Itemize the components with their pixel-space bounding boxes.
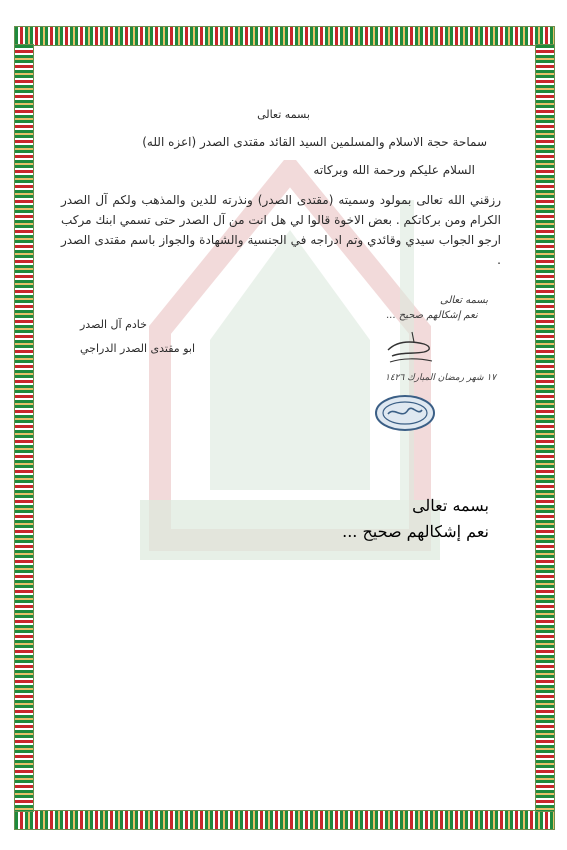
signer-name: ابو مقتدى الصدر الدراجي [80,342,196,355]
handwritten-date: ١٧ شهر رمضان المبارك ١٤٢٦ [385,373,497,383]
decorative-border-top [14,26,555,46]
greeting-line: السلام عليكم ورحمة الله وبركاته [313,163,475,177]
handwritten-answer: نعم إشكالهم صحيح ... [386,310,478,321]
decorative-border-bottom [14,810,555,830]
decorative-border-left [14,44,34,812]
letter-body: رزقني الله تعالى بمولود وسميته (مقتدى الصدر) ونذرته للدين والمذهب ولكم آل الصدر الكرام ومن بركاتكم . بعض الاخوة قالوا لي هل انت من آل الصدر حتى تسمي ابنك مركب ارجو الجواب سيدي وقائدي وتم ادراجه في الجنسية والشهادة والجواز باسم مقتدى الصدر . [61,193,501,267]
address-line: سماحة حجة الاسلام والمسلمين السيد القائد مقتدى الصدر (اعزه الله) [142,135,487,149]
decorative-border-right [535,44,555,812]
handwritten-basmala: بسمه تعالى [440,295,489,306]
reply-basmala: بسمه تعالى [412,496,489,515]
basmala-heading: بسمه تعالى [257,108,310,121]
servant-line: خادم آل الصدر [80,318,147,331]
seal-stamp [374,394,436,432]
signature-mark [384,328,436,368]
reply-answer: نعم إشكالهم صحيح ... [342,522,489,541]
